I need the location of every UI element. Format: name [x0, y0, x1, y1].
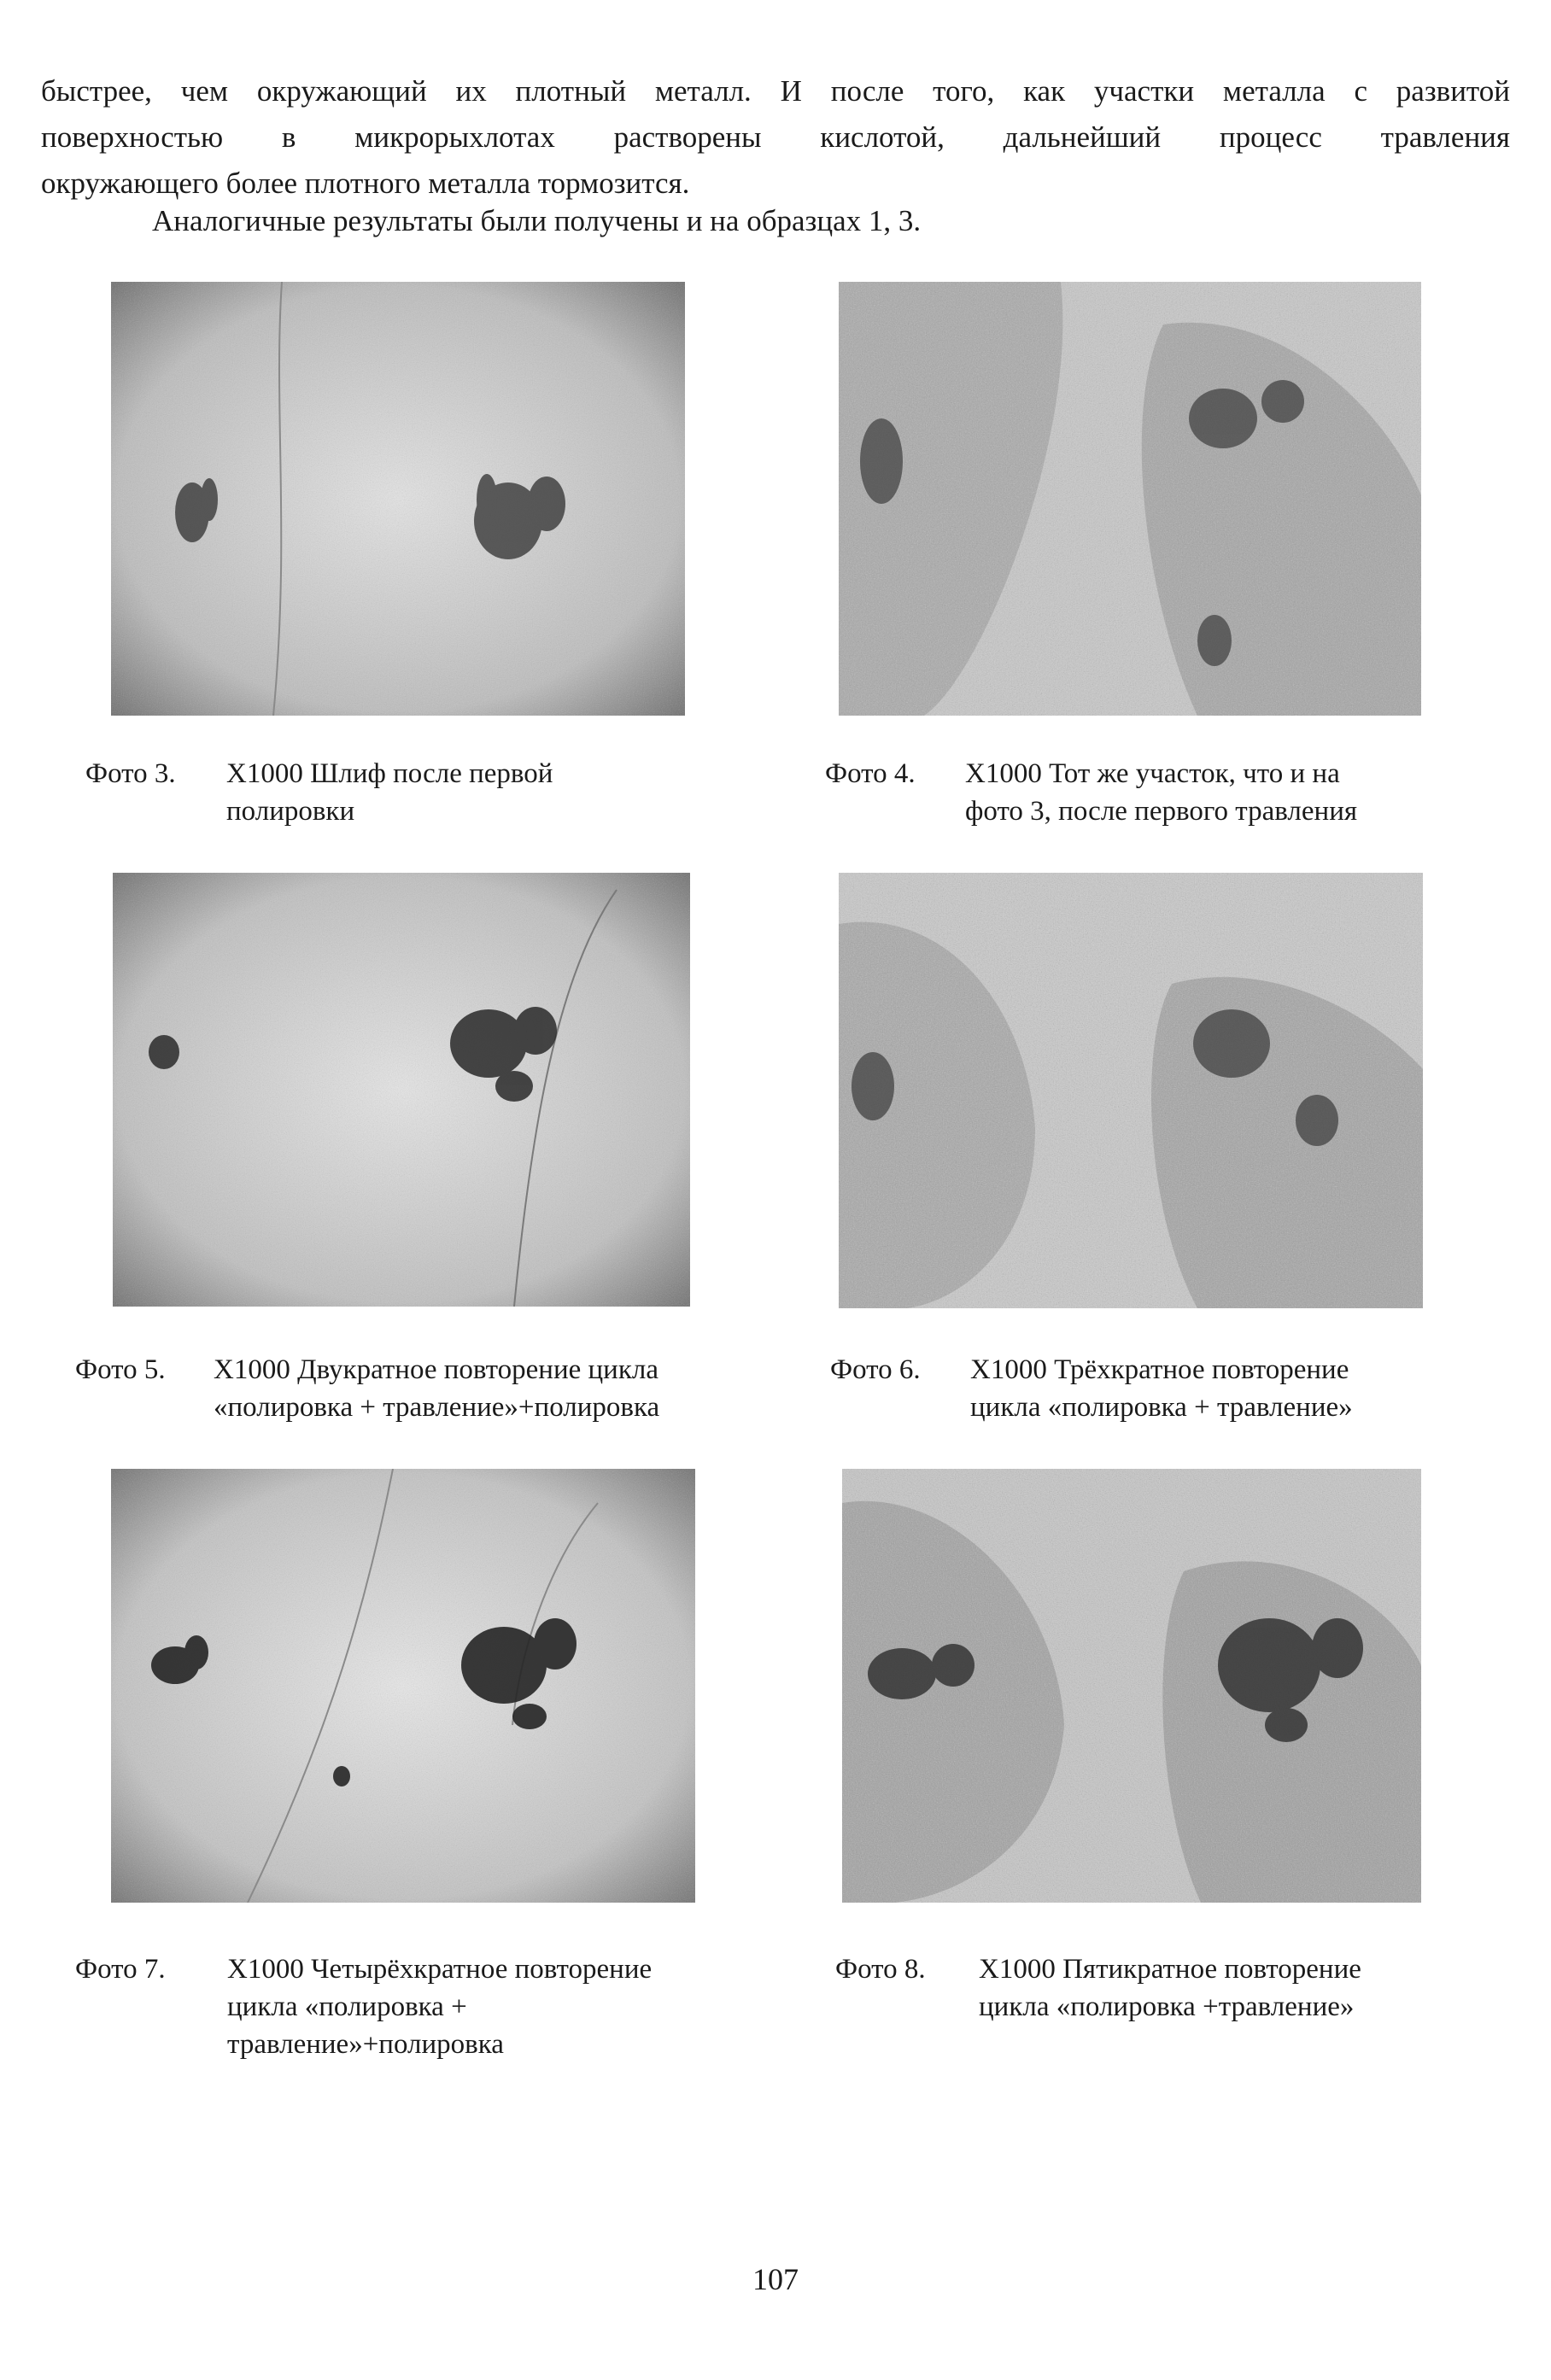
photo-3-caption-line: полировки — [226, 796, 355, 827]
photo-3-caption-line: X1000 Шлиф после первой — [226, 758, 553, 789]
photo-8-caption-line: X1000 Пятикратное повторение — [979, 1954, 1361, 1985]
photo-4-image — [839, 282, 1421, 716]
photo-4-number: Фото 4. — [825, 758, 916, 789]
photo-6-caption-line: X1000 Трёхкратное повторение — [970, 1354, 1349, 1385]
photo-7-caption-line: травление»+полировка — [227, 2029, 504, 2060]
photo-7-number: Фото 7. — [75, 1954, 166, 1985]
body-paragraph — [41, 68, 1510, 207]
photo-8-caption-line: цикла «полировка +травление» — [979, 1991, 1355, 2022]
photo-7-image — [111, 1469, 695, 1903]
photo-4-caption-line: X1000 Тот же участок, что и на — [965, 758, 1340, 789]
photo-6-caption-line: цикла «полировка + травление» — [970, 1392, 1353, 1423]
photo-3-image — [111, 282, 685, 716]
photo-5-image — [113, 873, 690, 1307]
photo-8-number: Фото 8. — [835, 1954, 926, 1985]
photo-5-caption-line: «полировка + травление»+полировка — [214, 1392, 660, 1423]
photo-7-caption-line: цикла «полировка + — [227, 1991, 467, 2022]
paragraph-line: быстрее, чем окружающий их плотный металл. И после того, как участки металла с развитой — [41, 74, 1510, 108]
photo-4-caption-line: фото 3, после первого травления — [965, 796, 1358, 827]
photo-8-image — [842, 1469, 1421, 1903]
photo-6-number: Фото 6. — [830, 1354, 921, 1385]
paragraph-line: поверхностью в микрорыхлотах растворены кислотой, дальнейший процесс травления — [41, 120, 1510, 154]
photo-7-caption — [75, 1950, 758, 2079]
page-number: 107 — [752, 2262, 799, 2296]
photo-8-caption — [835, 1950, 1484, 2036]
body-paragraph-2: Аналогичные результаты были получены и на образцах 1, 3. — [152, 204, 922, 237]
photo-4-caption — [825, 755, 1457, 840]
photo-6-image — [839, 873, 1423, 1308]
photo-7-caption-line: X1000 Четырёхкратное повторение — [227, 1954, 653, 1985]
photo-5-caption-line: X1000 Двукратное повторение цикла — [214, 1354, 658, 1385]
photo-5-caption — [75, 1351, 793, 1436]
photo-3-number: Фото 3. — [85, 758, 176, 789]
photo-6-caption — [830, 1351, 1479, 1436]
paragraph-line: окружающего более плотного металла тормозится. — [41, 167, 690, 200]
photo-5-number: Фото 5. — [75, 1354, 166, 1385]
photo-3-caption — [85, 755, 700, 840]
